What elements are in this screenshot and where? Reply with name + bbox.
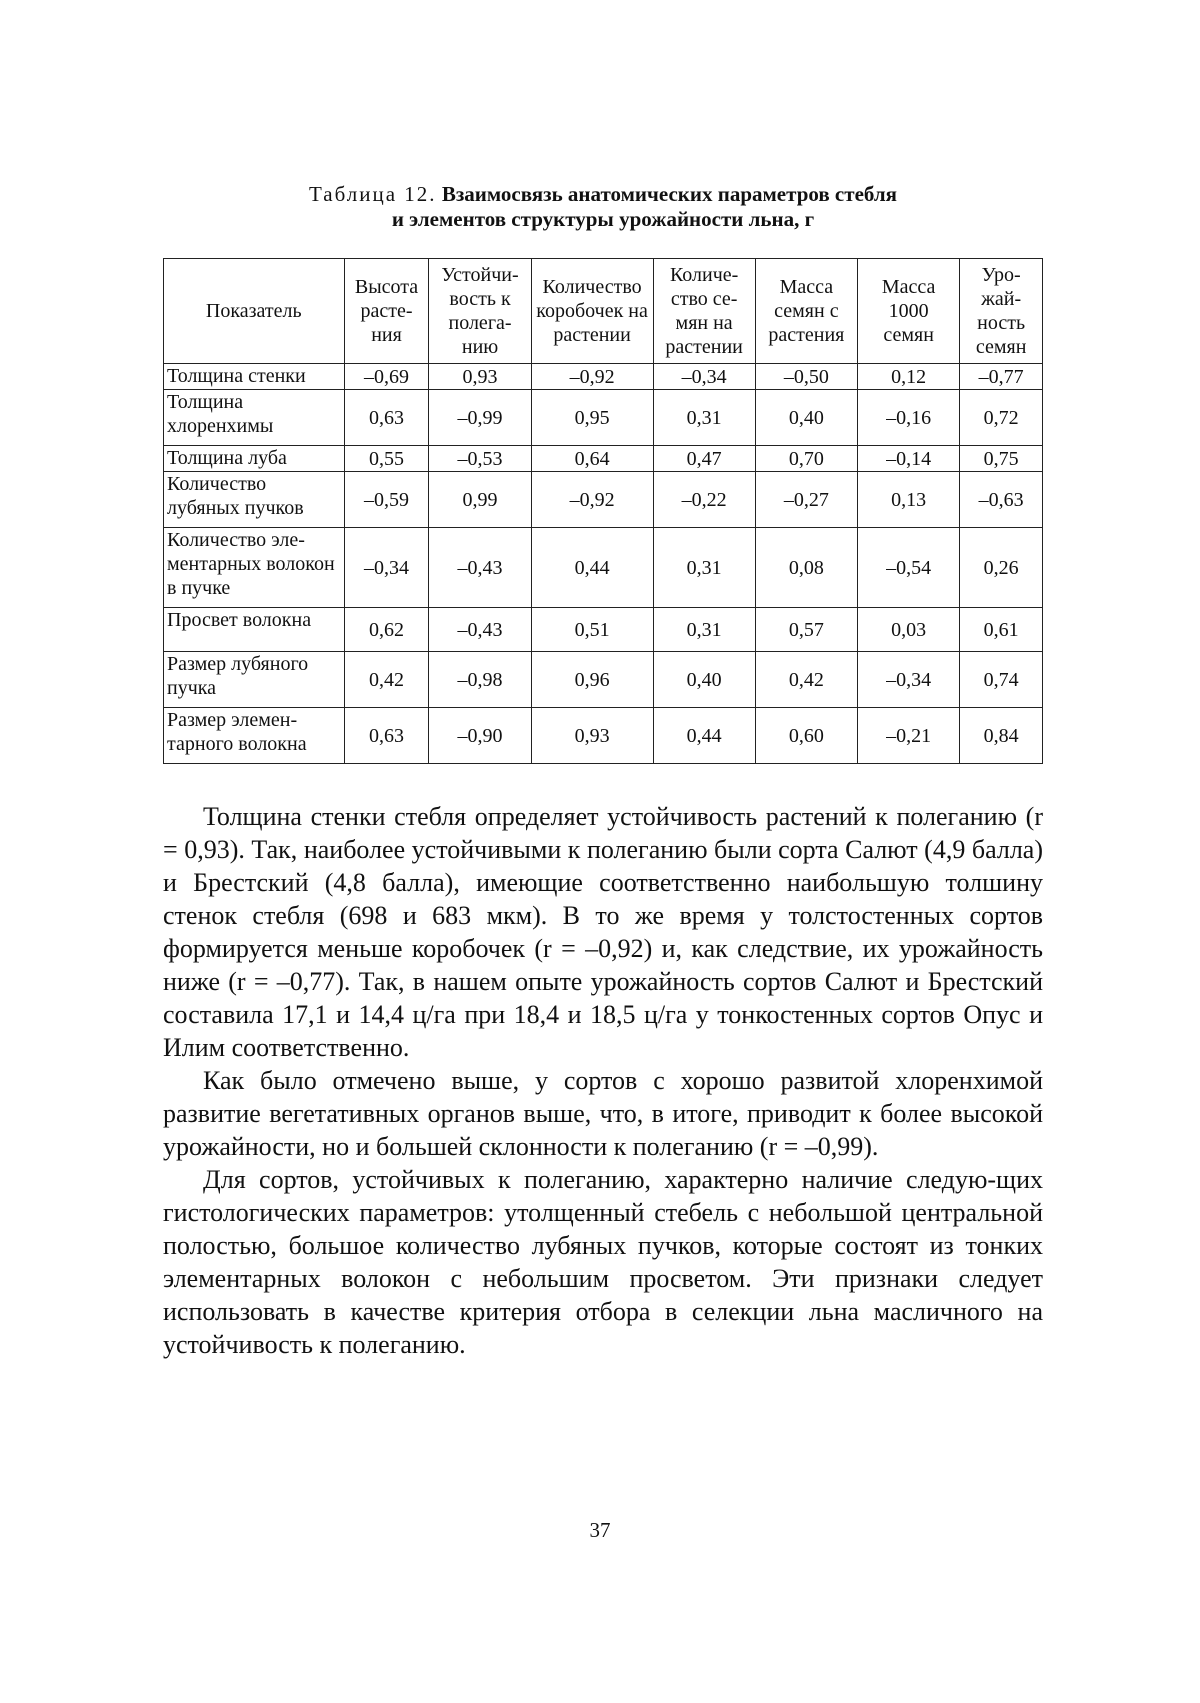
table-cell: –0,90 bbox=[429, 708, 531, 764]
table-cell: 0,99 bbox=[429, 472, 531, 528]
table-cell: –0,92 bbox=[531, 364, 653, 390]
table-row bbox=[164, 528, 1043, 608]
table-cell: 0,26 bbox=[960, 528, 1043, 608]
row-label: Толщина хлоренхимы bbox=[164, 390, 345, 446]
table-cell: 0,93 bbox=[531, 708, 653, 764]
table-row bbox=[164, 446, 1043, 472]
body-text bbox=[163, 800, 1043, 1361]
table-cell: 0,40 bbox=[653, 652, 755, 708]
table-row bbox=[164, 608, 1043, 652]
table-title-line-2: и элементов структуры урожайности льна, г bbox=[391, 207, 815, 231]
table-cell: 0,44 bbox=[653, 708, 755, 764]
table-cell: 0,62 bbox=[344, 608, 429, 652]
table-cell: –0,43 bbox=[429, 528, 531, 608]
header-cell: Масса семян с растения bbox=[755, 259, 857, 364]
paragraph: Толщина стенки стебля определяет устойчивость растений к полеганию (r = 0,93). Так, наиболее устойчивыми к полеганию были сорта Салют (4,9 балла) и Брестский (4,8 балла), имеющие соответственно наибольшую толшину стенок стебля (698 и 683 мкм). В то же время у толстостенных сортов формируется меньше коробочек (r = –0,92) и, как следствие, их урожайность ниже (r = –0,77). Так, в нашем опыте урожайность сортов Салют и Брестский составила 17,1 и 14,4 ц/га при 18,4 и 18,5 ц/га у тонкостенных сортов Опус и Илим соответственно. bbox=[163, 802, 1043, 1062]
table-caption bbox=[163, 182, 1043, 232]
table-caption-line-1 bbox=[163, 182, 1043, 207]
table-cell: –0,22 bbox=[653, 472, 755, 528]
table-cell: –0,92 bbox=[531, 472, 653, 528]
table-cell: –0,27 bbox=[755, 472, 857, 528]
row-label: Количество лубяных пучков bbox=[164, 472, 345, 528]
header-cell: Количе-ство се-мян на растении bbox=[653, 259, 755, 364]
table-cell: –0,77 bbox=[960, 364, 1043, 390]
header-cell: Высота расте-ния bbox=[344, 259, 429, 364]
row-label: Толщина луба bbox=[164, 446, 345, 472]
table-cell: –0,69 bbox=[344, 364, 429, 390]
table-cell: 0,63 bbox=[344, 390, 429, 446]
row-label: Количество эле-ментарных волокон в пучке bbox=[164, 528, 345, 608]
table-cell: –0,50 bbox=[755, 364, 857, 390]
table-cell: 0,57 bbox=[755, 608, 857, 652]
row-label: Размер элемен-тарного волокна bbox=[164, 708, 345, 764]
table-cell: –0,34 bbox=[653, 364, 755, 390]
table-cell: 0,96 bbox=[531, 652, 653, 708]
table-cell: 0,31 bbox=[653, 608, 755, 652]
paragraph: Как было отмечено выше, у сортов с хорошо развитой хлоренхимой развитие вегетативных органов выше, что, в итоге, приводит к более высокой урожайности, но и большей склонности к полеганию (r = –0,99). bbox=[163, 1066, 1043, 1161]
table-row bbox=[164, 390, 1043, 446]
table-cell: –0,99 bbox=[429, 390, 531, 446]
table-header-row bbox=[164, 259, 1043, 364]
table-cell: 0,95 bbox=[531, 390, 653, 446]
table-cell: –0,21 bbox=[858, 708, 960, 764]
table-cell: 0,70 bbox=[755, 446, 857, 472]
table-cell: 0,74 bbox=[960, 652, 1043, 708]
row-label: Размер лубяного пучка bbox=[164, 652, 345, 708]
table-cell: 0,42 bbox=[344, 652, 429, 708]
table-cell: 0,51 bbox=[531, 608, 653, 652]
table-row bbox=[164, 472, 1043, 528]
table-cell: –0,53 bbox=[429, 446, 531, 472]
table-cell: 0,47 bbox=[653, 446, 755, 472]
table-cell: 0,31 bbox=[653, 390, 755, 446]
header-cell: Устойчи-вость к полега-нию bbox=[429, 259, 531, 364]
table-row bbox=[164, 652, 1043, 708]
table-cell: 0,64 bbox=[531, 446, 653, 472]
row-label: Толщина стенки bbox=[164, 364, 345, 390]
header-cell: Показатель bbox=[164, 259, 345, 364]
table-cell: –0,63 bbox=[960, 472, 1043, 528]
table-cell: 0,55 bbox=[344, 446, 429, 472]
table-cell: 0,60 bbox=[755, 708, 857, 764]
header-cell: Уро-жай-ность семян bbox=[960, 259, 1043, 364]
table-cell: 0,31 bbox=[653, 528, 755, 608]
table-cell: –0,54 bbox=[858, 528, 960, 608]
table-cell: 0,40 bbox=[755, 390, 857, 446]
table-cell: 0,42 bbox=[755, 652, 857, 708]
page-number: 37 bbox=[589, 1518, 611, 1542]
table-row bbox=[164, 364, 1043, 390]
table-cell: 0,13 bbox=[858, 472, 960, 528]
table-cell: –0,14 bbox=[858, 446, 960, 472]
table-cell: –0,98 bbox=[429, 652, 531, 708]
table-cell: 0,44 bbox=[531, 528, 653, 608]
table-cell: 0,61 bbox=[960, 608, 1043, 652]
table-cell: 0,03 bbox=[858, 608, 960, 652]
table-cell: –0,34 bbox=[344, 528, 429, 608]
table-cell: 0,75 bbox=[960, 446, 1043, 472]
table-number: Таблица 12. bbox=[308, 182, 437, 206]
table-cell: 0,93 bbox=[429, 364, 531, 390]
table-row bbox=[164, 708, 1043, 764]
table-cell: –0,34 bbox=[858, 652, 960, 708]
table-cell: –0,16 bbox=[858, 390, 960, 446]
table-cell: 0,08 bbox=[755, 528, 857, 608]
table-cell: 0,72 bbox=[960, 390, 1043, 446]
header-cell: Масса 1000 семян bbox=[858, 259, 960, 364]
table-cell: 0,63 bbox=[344, 708, 429, 764]
row-label: Просвет волокна bbox=[164, 608, 345, 652]
correlation-table bbox=[163, 258, 1043, 764]
table-cell: 0,12 bbox=[858, 364, 960, 390]
header-cell: Количество коробочек на растении bbox=[531, 259, 653, 364]
paragraph: Для сортов, устойчивых к полеганию, характерно наличие следую-щих гистологических параметров: утолщенный стебель с небольшой центральной полостью, большое количество лубяных пучков, которые состоят из тонких элементарных волокон с небольшим просветом. Эти признаки следует использовать в качестве критерия отбора в селекции льна масличного на устойчивость к полеганию. bbox=[163, 1165, 1043, 1359]
table-cell: 0,84 bbox=[960, 708, 1043, 764]
table-cell: –0,59 bbox=[344, 472, 429, 528]
table-cell: –0,43 bbox=[429, 608, 531, 652]
table-title-line-1: Взаимосвязь анатомических параметров стебля bbox=[441, 182, 898, 206]
